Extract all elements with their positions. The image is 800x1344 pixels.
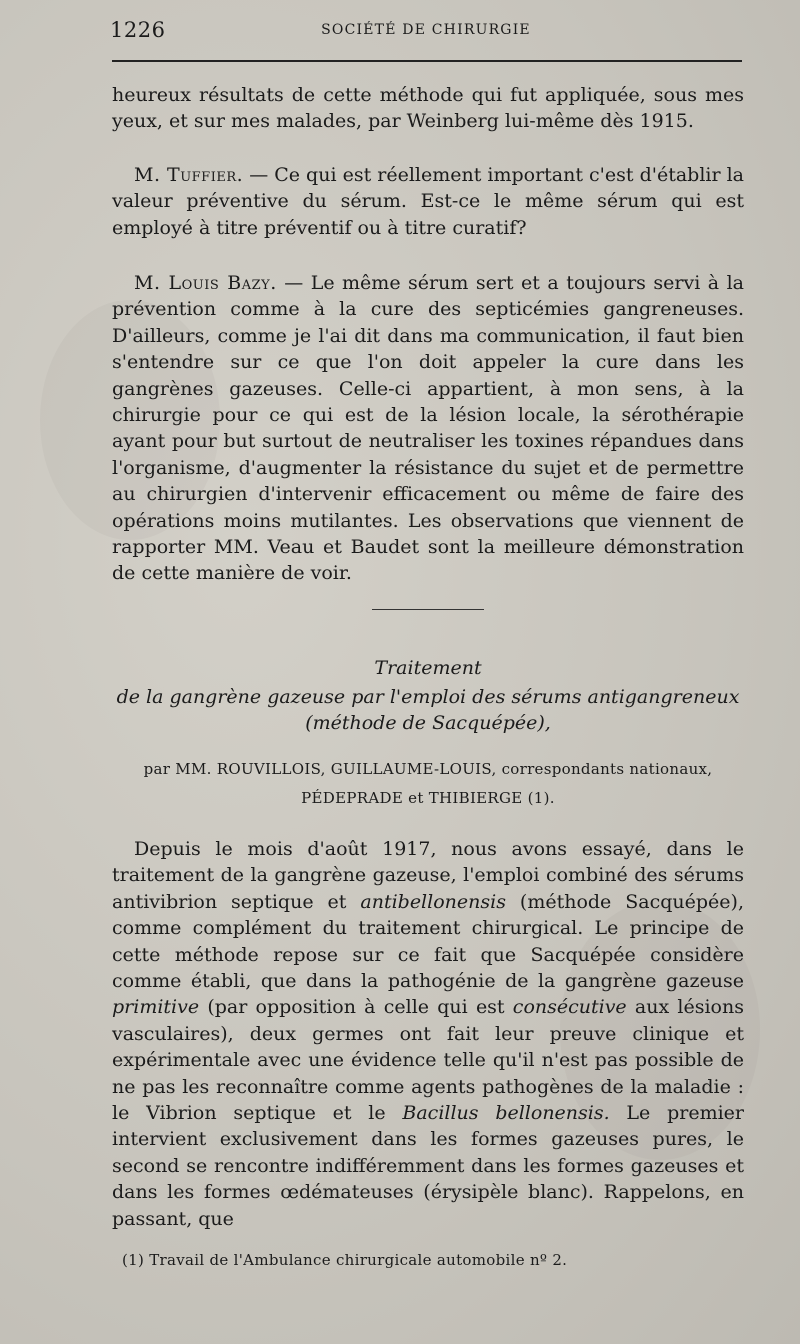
body-text: (méthode Sacquépée), comme complément du traitement chirurgical. Le principe de cette méthode repose sur ce fait que Sacquépée considère comme établi, que dans la pathogénie de la gangrène gazeuse bbox=[112, 890, 744, 993]
body-italic: antibellonensis bbox=[360, 890, 506, 913]
header-rule bbox=[112, 60, 742, 62]
body-text: Depuis le mois d'août 1917, nous avons essayé, dans le traitement de la gangrène gazeuse, l'emploi combiné des sérums antivibrion septique et bbox=[112, 838, 744, 913]
authors-line-1: par MM. ROUVILLOIS, GUILLAUME-LOUIS, correspondants nationaux, bbox=[143, 760, 713, 778]
paragraph-tuffier bbox=[112, 162, 744, 241]
body-text: (par opposition à celle qui est bbox=[199, 996, 513, 1019]
paragraph-continuation bbox=[112, 82, 744, 135]
article-title-line-1: Traitement bbox=[374, 657, 482, 679]
page-number: 1226 bbox=[110, 18, 166, 42]
speaker-name: M. Louis Bazy. bbox=[134, 272, 277, 294]
body-text: aux lésions vasculaires), deux germes ont fait leur preuve clinique et expérimentale avec une évidence telle qu'il n'est pas possible de ne pas les reconnaître comme agents pathogènes de la maladie : le Vibrion septique et le bbox=[112, 996, 744, 1125]
article-body bbox=[112, 836, 744, 1232]
speaker-name: M. Tuffier. bbox=[134, 164, 244, 186]
paragraph-text: — Ce qui est réellement important c'est d'établir la valeur préventive du sérum. Est-ce le même sérum qui est employé à titre préventif ou à titre curatif? bbox=[112, 164, 745, 239]
paragraph-text: heureux résultats de cette méthode qui fut appliquée, sous mes yeux, et sur mes malades, par Weinberg lui-même dès 1915. bbox=[112, 84, 744, 133]
body-text: Le premier intervient exclusivement dans les formes gazeuses pures, le second se rencontre indifféremment dans les formes gazeuses et dans les formes œdémateuses (érysipèle blanc). Rappelons, en passant, que bbox=[112, 1102, 744, 1230]
body-italic: primitive bbox=[112, 996, 200, 1019]
paragraph-text: — Le même sérum sert et a toujours servi à la prévention comme à la cure des septicémies gangreneuses. D'ailleurs, comme je l'ai dit dans ma communication, il faut bien s'entendre sur ce que l'on doit appeler la cure dans les gangrènes gazeuses. Celle-ci appartient, à mon sens, à la chirurgie pour ce qui est de la lésion locale, la sérothérapie ayant pour but surtout de neutraliser les toxines répandues dans l'organisme, d'augmenter la résistance du sujet et de permettre au chirurgien d'intervenir efficacement ou même de faire des opérations moins mutilantes. Les observations que viennent de rapporter MM. Veau et Baudet sont la meilleure démonstration de cette manière de voir. bbox=[112, 272, 744, 585]
body-italic: consécutive bbox=[512, 996, 627, 1019]
page-header bbox=[110, 18, 742, 44]
paragraph-bazy bbox=[112, 270, 744, 587]
running-title: SOCIÉTÉ DE CHIRURGIE bbox=[321, 22, 531, 38]
body-italic: Bacillus bellonensis. bbox=[402, 1102, 610, 1125]
section-separator bbox=[372, 609, 484, 610]
authors-line-2: PÉDEPRADE et THIBIERGE (1). bbox=[301, 789, 555, 807]
footnote: (1) Travail de l'Ambulance chirurgicale automobile nº 2. bbox=[122, 1251, 568, 1269]
article-title-line-3: (méthode de Sacquépée), bbox=[305, 712, 551, 734]
article-title-line-2: de la gangrène gazeuse par l'emploi des sérums antigangreneux bbox=[116, 686, 740, 708]
